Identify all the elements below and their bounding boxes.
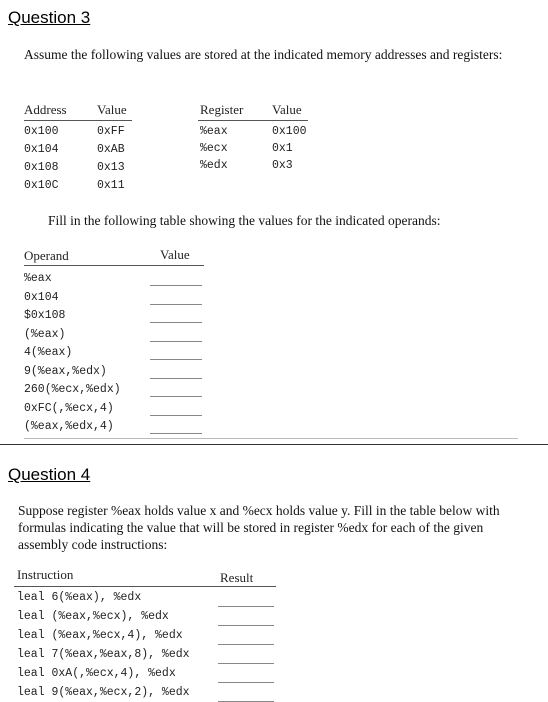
- operand-answer-blank: [150, 415, 202, 416]
- operand: %eax: [24, 272, 52, 285]
- register-value-header: Value: [272, 102, 302, 117]
- instruction: leal 0xA(,%ecx,4), %edx: [17, 667, 176, 680]
- operand-answer-blank: [150, 322, 202, 323]
- q4-heading: Question 4: [8, 465, 91, 484]
- operand: $0x108: [24, 309, 66, 322]
- register-header: Register: [200, 102, 244, 117]
- operand-answer-blank: [150, 285, 202, 286]
- operand: (%eax): [24, 327, 66, 341]
- register-value: 0x100: [272, 125, 307, 138]
- register-value: 0x3: [272, 159, 293, 172]
- q3-intro: Assume the following values are stored at the indicated memory addresses and registers:: [24, 47, 503, 62]
- q3-instruction: Fill in the following table showing the values for the indicated operands:: [48, 213, 441, 228]
- operand-answer-blank: [150, 378, 202, 379]
- operand: (%eax,%edx,4): [24, 420, 114, 433]
- register-value: 0x1: [272, 142, 293, 155]
- instruction-header: Instruction: [17, 567, 74, 582]
- q4-intro: Suppose register %eax holds value x and %ecx holds value y. Fill in the table below with formulas indicating the value that will be stored in register %edx for each of the given assembly code instructions:: [18, 503, 500, 552]
- memory-value: 0xFF: [97, 125, 125, 138]
- operand: 0x104: [24, 290, 59, 304]
- memory-address: 0x100: [24, 125, 59, 138]
- section-divider: [0, 444, 548, 445]
- q3-heading: Question 3: [8, 8, 91, 27]
- operand-header: Operand: [24, 248, 69, 263]
- result-answer-blank: [218, 644, 274, 645]
- memory-address: 0x104: [24, 143, 59, 156]
- operand: 260(%ecx,%edx): [24, 383, 121, 396]
- register-table-rule: [198, 120, 308, 121]
- result-answer-blank: [218, 682, 274, 683]
- instruction: leal 6(%eax), %edx: [17, 591, 142, 604]
- register-name: %ecx: [200, 142, 228, 155]
- register-name: %eax: [200, 125, 228, 138]
- result-answer-blank: [218, 606, 274, 607]
- memory-value: 0x13: [97, 161, 125, 174]
- memory-value-header: Value: [97, 102, 127, 117]
- operand: 9(%eax,%edx): [24, 364, 107, 378]
- operand-answer-blank: [150, 433, 202, 434]
- memory-address: 0x10C: [24, 179, 59, 192]
- result-answer-blank: [218, 625, 274, 626]
- instruction: leal 7(%eax,%eax,8), %edx: [17, 648, 190, 661]
- memory-value: 0x11: [97, 179, 125, 192]
- operand-table-rule: [24, 265, 204, 266]
- memory-value: 0xAB: [97, 143, 125, 156]
- instruction: leal 9(%eax,%ecx,2), %edx: [17, 686, 190, 699]
- register-name: %edx: [200, 159, 228, 172]
- memory-address: 0x108: [24, 161, 59, 174]
- operand-answer-blank: [150, 341, 202, 342]
- q3-end-rule: [24, 438, 518, 439]
- result-header: Result: [220, 570, 254, 585]
- operand-answer-blank: [150, 304, 202, 305]
- operand-answer-blank: [150, 359, 202, 360]
- instruction: leal (%eax,%ecx,4), %edx: [17, 629, 183, 642]
- operand-answer-blank: [150, 396, 202, 397]
- operand: 4(%eax): [24, 346, 73, 359]
- result-answer-blank: [218, 663, 274, 664]
- instruction: leal (%eax,%ecx), %edx: [17, 610, 169, 623]
- address-header: Address: [24, 102, 67, 117]
- memory-table-rule: [24, 120, 132, 121]
- operand: 0xFC(,%ecx,4): [24, 401, 114, 415]
- q4-table-rule: [14, 586, 276, 587]
- operand-value-header: Value: [160, 247, 190, 262]
